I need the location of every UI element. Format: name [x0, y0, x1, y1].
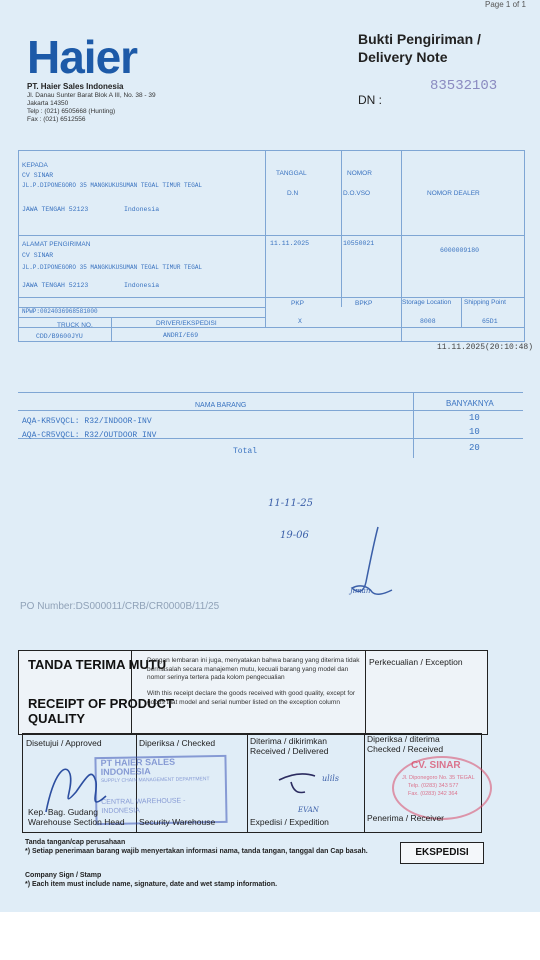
delivery-signature [340, 522, 400, 612]
shipping-value: 65D1 [482, 318, 498, 325]
storage-location-label: Storage Location [402, 299, 452, 306]
item-name: AQA-KR5VQCL: R32/INDOOR-INV [22, 417, 152, 426]
handwritten-date: 11-11-25 [268, 498, 313, 509]
nomor-label: NOMOR [347, 170, 372, 177]
item-qty: 10 [469, 413, 480, 423]
customer-stamp-fax: Fax. (0283) 342 364 [408, 791, 458, 797]
total-qty: 20 [469, 443, 480, 453]
col-banyaknya: BANYAKNYA [446, 399, 494, 408]
truck-label: TRUCK NO. [57, 322, 93, 329]
note-id: *) Setiap penerimaan barang wajib menyertakan informasi nama, tanda tangan, tanggal dan Cap basah. [25, 848, 368, 855]
delivered-signature [275, 768, 335, 798]
ship-name: CV SINAR [22, 252, 54, 259]
security-label: Security Warehouse [139, 817, 216, 827]
stamp-dept: SUPPLY CHAIN MANAGEMENT DEPARTMENT [100, 776, 210, 785]
customer-name: CV SINAR [22, 172, 54, 179]
bpkp-label: BPKP [355, 300, 373, 307]
po-number: PO Number:DS000011/CRB/CR0000B/11/25 [20, 601, 220, 612]
tanggal-label: TANGGAL [276, 170, 307, 177]
company-telp: Telp : (021) 6505668 (Hunting) [27, 108, 116, 115]
expedition-label: Expedisi / Expedition [250, 817, 329, 827]
doc-title-id: Bukti Pengiriman / [358, 31, 481, 47]
storage-value: 8008 [420, 318, 436, 325]
print-timestamp: 11.11.2025(20:10:48) [437, 343, 534, 352]
doc-title [358, 30, 481, 66]
dealer-number: 6000009180 [440, 247, 480, 254]
company-address: Jl. Danau Sunter Barat Blok A III, No. 38 - 39 [27, 92, 156, 99]
sign-label: Tanda tangan/cap perusahaan [25, 839, 126, 846]
receipt-quality: QUALITY [28, 711, 86, 726]
head-label-id: Kep. Bag. Gudang [28, 807, 98, 817]
exception-label: Perkecualian / Exception [369, 657, 463, 667]
customer-stamp-telp: Telp. (0283) 343 577 [408, 783, 459, 789]
handwritten-time: 19-06 [280, 530, 309, 541]
delivered-label-en: Received / Delivered [250, 746, 329, 756]
customer-country: Indonesia [124, 206, 160, 213]
customer-stamp-name: CV. SINAR [411, 760, 461, 771]
head-label-en: Warehouse Section Head [28, 817, 125, 827]
delivered-label-id: Diterima / dikirimkan [250, 736, 327, 746]
receipt-of-product: RECEIPT OF PRODUCT [28, 696, 174, 711]
ship-country: Indonesia [124, 282, 160, 289]
approved-label: Disetujui / Approved [26, 738, 102, 748]
ship-address: JL.P.DIPONEGORO 35 MANGKUKUSUMAN TEGAL TIMUR TEGAL [22, 264, 203, 271]
company-city: Jakarta 14350 [27, 100, 69, 107]
dn-label: DN : [358, 93, 382, 107]
customer-address: JL.P.DIPONEGORO 35 MANGKUKUSUMAN TEGAL TIMUR TEGAL [22, 182, 203, 189]
received-label-id: Diperiksa / diterima [367, 734, 440, 744]
receipt-text-en: With this receipt declare the goods received with good quality, except for goods that model and serial number listed on the exception column [147, 690, 355, 706]
kepada-label: KEPADA [22, 162, 48, 169]
customer-region: JAWA TENGAH 52123 [22, 206, 89, 213]
checked-label: Diperiksa / Checked [139, 738, 216, 748]
driver-name: ANDRI/E69 [163, 332, 199, 339]
tanda-terima-mutu: TANDA TERIMA MUTU [28, 657, 167, 672]
receipt-text-id: Dengan lembaran ini juga, menyatakan bahwa barang yang diterima tidak bermasalah secara manajemen mutu, kecuali barang yang model dan nomor serinya tertera pada kolom pengecualian [147, 657, 360, 681]
do-number: 10550021 [343, 240, 375, 247]
col-nama-barang: NAMA BARANG [195, 402, 247, 409]
dn-number: 83532103 [430, 78, 498, 94]
tanggal-sub-label: D.N [287, 190, 299, 197]
pkp-value: X [298, 318, 302, 325]
received-label-en: Checked / Received [367, 744, 444, 754]
dealer-label: NOMOR DEALER [427, 190, 480, 197]
ekspedisi-box: EKSPEDISI [400, 842, 484, 864]
customer-stamp-addr: Jl. Diponegoro No. 35 TEGAL [402, 775, 475, 781]
ship-region: JAWA TENGAH 52123 [22, 282, 89, 289]
stamp-company: PT HAIER SALES INDONESIA [100, 756, 176, 778]
delivered-initials: ulils [322, 774, 339, 783]
doc-title-en: Delivery Note [358, 49, 448, 65]
pkp-label: PKP [291, 300, 305, 307]
truck-number: CDD/B9600JYU [36, 333, 83, 340]
page-number: Page 1 of 1 [485, 0, 526, 9]
shipping-point-label: Shipping Point [464, 299, 506, 306]
alamat-label: ALAMAT PENGIRIMAN [22, 241, 91, 248]
company-name: PT. Haier Sales Indonesia [27, 82, 124, 91]
total-label: Total [233, 447, 258, 456]
company-fax: Fax : (021) 6512556 [27, 116, 86, 123]
npwp: NPWP:0024036968581000 [22, 308, 98, 315]
note-en: *) Each item must include name, signature, date and wet stamp information. [25, 881, 278, 888]
stamp-warehouse: CENTRAL WAREHOUSE - INDONESIA [101, 797, 186, 816]
driver-label: DRIVER/EKSPEDISI [156, 320, 217, 327]
item-name: AQA-CR5VQCL: R32/OUTDOOR INV [22, 431, 157, 440]
nomor-sub-label: D.O.VSO [343, 190, 371, 197]
dn-date: 11.11.2025 [270, 240, 310, 247]
delivered-name: EVAN [298, 806, 319, 814]
company-sign-label: Company Sign / Stamp [25, 872, 102, 879]
item-qty: 10 [469, 427, 480, 437]
haier-logo: Haier [27, 31, 138, 83]
signature-name: Jiman [350, 587, 371, 595]
receiver-label: Penerima / Receiver [367, 813, 445, 823]
